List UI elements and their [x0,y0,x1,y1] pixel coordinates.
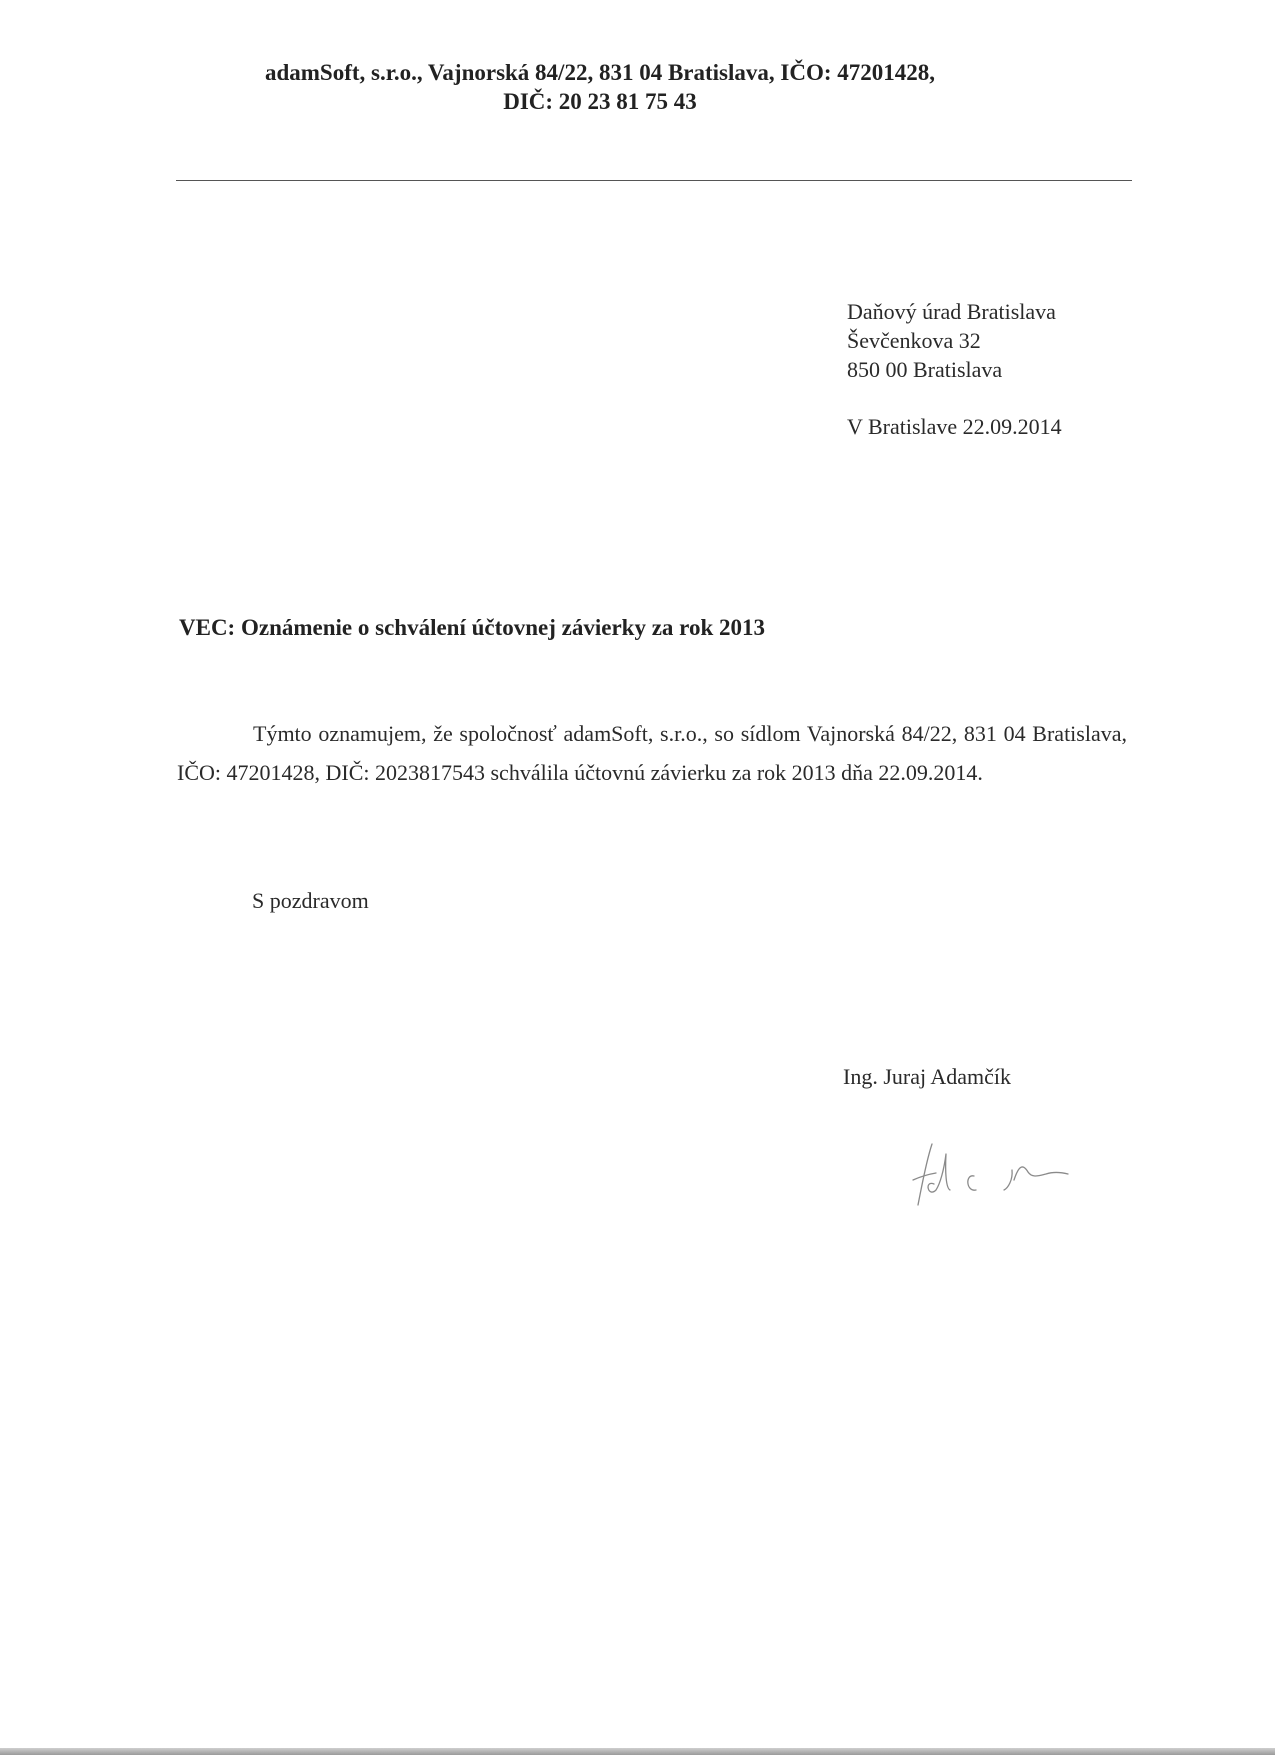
recipient-city: 850 00 Bratislava [847,357,1003,382]
letter-body: Týmto oznamujem, že spoločnosť adamSoft, s.r.o., so sídlom Vajnorská 84/22, 831 04 Bratislava, IČO: 47201428, DIČ: 2023817543 schválila účtovnú závierku za rok 2013 dňa 22.09.2014. [177,721,1127,785]
header-divider [176,180,1132,181]
handwritten-signature [910,1140,1100,1210]
recipient-address [847,297,1056,384]
signature-stroke [1014,1167,1068,1180]
signature-stroke [928,1154,950,1192]
letter-closing: S pozdravom [252,888,369,913]
company-header-line-1: adamSoft, s.r.o., Vajnorská 84/22, 831 04 Bratislava, IČO: 47201428, [264,60,936,85]
signature-stroke [968,1176,976,1190]
scan-edge [0,1748,1275,1755]
letter-subject: VEC: Oznámenie o schválení účtovnej závierky za rok 2013 [179,615,766,640]
signature-stroke [1004,1170,1012,1190]
recipient-street: Ševčenkova 32 [847,328,981,353]
company-header-line-2: DIČ: 20 23 81 75 43 [503,89,697,114]
letter-date: V Bratislave 22.09.2014 [847,414,1062,439]
recipient-name: Daňový úrad Bratislava [847,299,1056,324]
company-header [0,58,1200,116]
signer-name: Ing. Juraj Adamčík [843,1064,1012,1089]
